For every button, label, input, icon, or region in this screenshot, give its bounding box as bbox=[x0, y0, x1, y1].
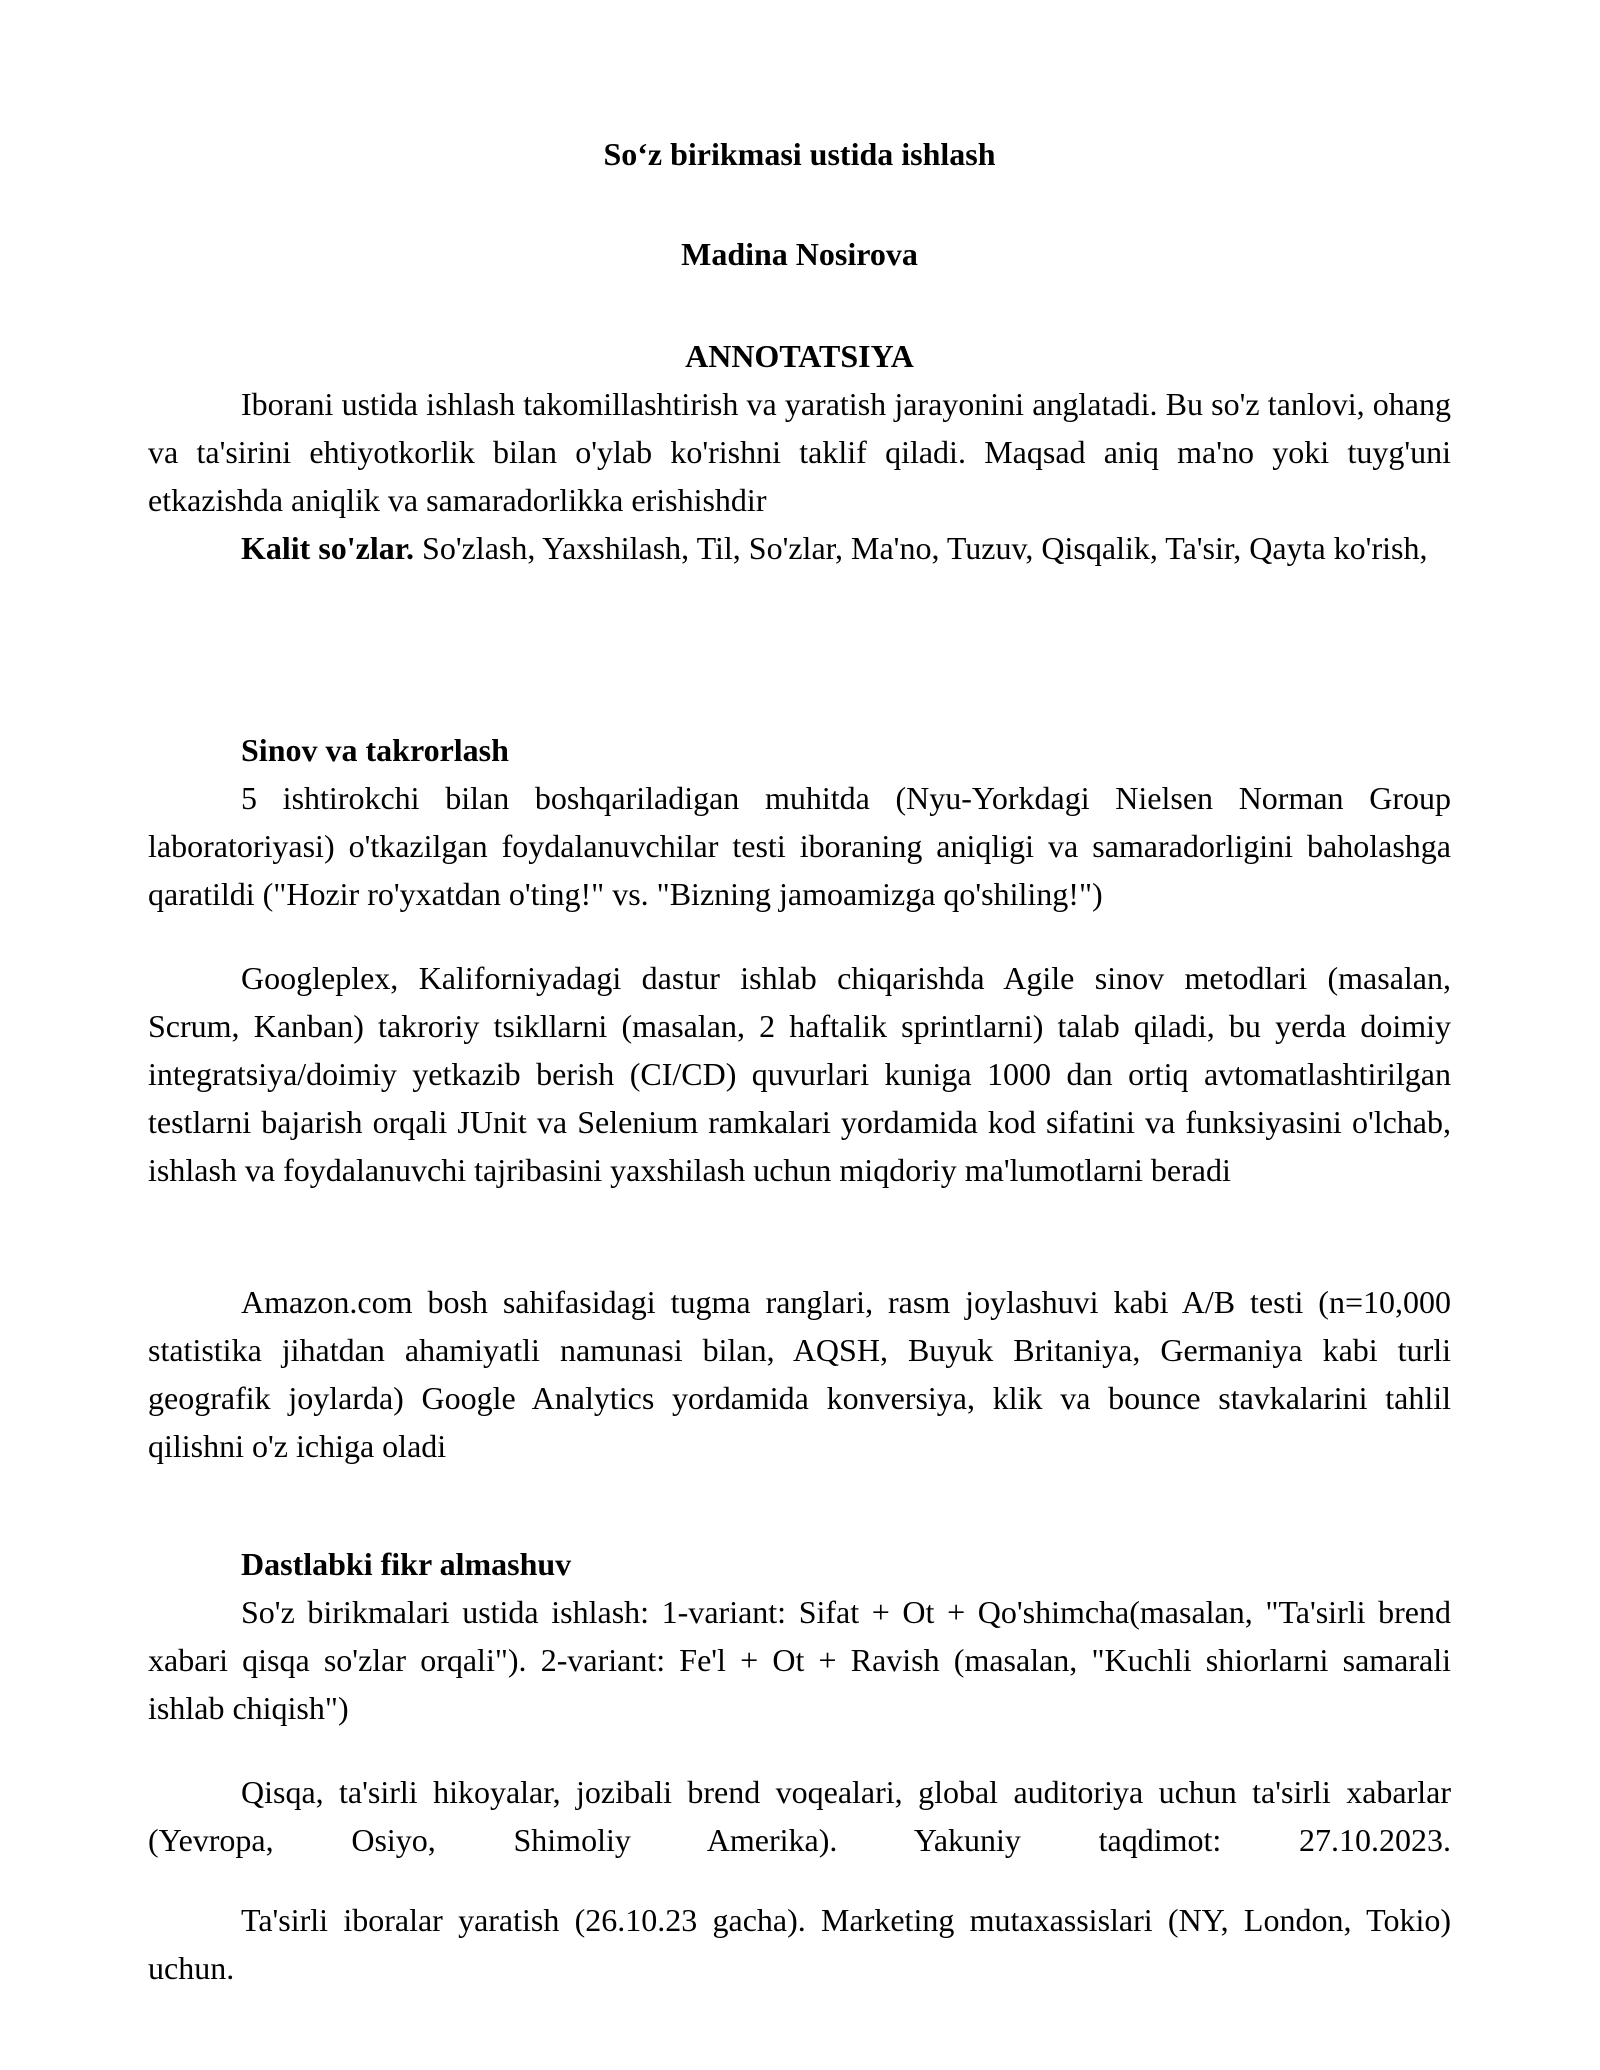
paragraph-stories bbox=[148, 1768, 1451, 1864]
keywords-paragraph bbox=[148, 524, 1451, 572]
paragraph: Qisqa, ta'sirli hikoyalar, jozibali brend voqealari, global auditoriya uchun ta'sirli xabarlar (Yevropa, Osiyo, Shimoliy Amerika). Yakuniy taqdimot: 27.10.2023. bbox=[148, 1774, 1451, 1858]
paragraph: Googleplex, Kaliforniyadagi dastur ishlab chiqarishda Agile sinov metodlari (masalan, Scrum, Kanban) takroriy tsikllarni (masalan, 2 haftalik sprintlarni) talab qiladi, bu yerda doimiy integratsiya/doimiy yetkazib berish (CI/CD) quvurlari kuniga 1000 dan ortiq avtomatlashtirilgan testlarni bajarish orqali JUnit va Selenium ramkalari yordamida kod sifatini va funksiyasini o'lchab, ishlash va foydalanuvchi tajribasini yaxshilash uchun miqdoriy ma'lumotlarni beradi bbox=[148, 960, 1451, 1188]
keywords-block bbox=[148, 524, 1451, 572]
section-heading: Dastlabki fikr almashuv bbox=[241, 1546, 572, 1582]
abstract-paragraph: Iborani ustida ishlash takomillashtirish va yaratish jarayonini anglatadi. Bu so'z tanlovi, ohang va ta'sirini ehtiyotkorlik bilan o'ylab ko'rishni taklif qiladi. Maqsad aniq ma'no yoki tuyg'uni etkazishda aniqlik va samaradorlikka erishishdir bbox=[148, 386, 1451, 518]
paragraph-agile bbox=[148, 954, 1451, 1194]
paragraph: So'z birikmalari ustida ishlash: 1-variant: Sifat + Ot + Qo'shimcha(masalan, "Ta'sirli brend xabari qisqa so'zlar orqali"). 2-variant: Fe'l + Ot + Ravish (masalan, "Kuchli shiorlarni samarali ishlab chiqish") bbox=[148, 1594, 1451, 1726]
paragraph-variants bbox=[148, 1588, 1451, 1732]
paragraph: 5 ishtirokchi bilan boshqariladigan muhitda (Nyu-Yorkdagi Nielsen Norman Group laboratoriyasi) o'tkazilgan foydalanuvchilar testi iboraning aniqligi va samaradorligini baholashga qaratildi ("Hozir ro'yxatdan o'ting!" vs. "Bizning jamoamizga qo'shiling!") bbox=[148, 780, 1451, 912]
document-title: So‘z birikmasi ustida ishlash bbox=[603, 136, 996, 172]
section-heading-brainstorm bbox=[148, 1540, 1451, 1588]
paragraph: Ta'sirli iboralar yaratish (26.10.23 gacha). Marketing mutaxassislari (NY, London, Tokio) uchun. bbox=[148, 1902, 1451, 1986]
paragraph-ab-testing bbox=[148, 1278, 1451, 1470]
keywords-text: So'zlash, Yaxshilash, Til, So'zlar, Ma'no, Tuzuv, Qisqalik, Ta'sir, Qayta ko'rish, bbox=[414, 530, 1428, 566]
paragraph-phrases bbox=[148, 1896, 1451, 1992]
section-heading-testing bbox=[148, 726, 1451, 774]
abstract-block bbox=[148, 380, 1451, 524]
annotation-heading: ANNOTATSIYA bbox=[685, 338, 914, 374]
author-name: Madina Nosirova bbox=[681, 236, 918, 272]
paragraph: Amazon.com bosh sahifasidagi tugma ranglari, rasm joylashuvi kabi A/B testi (n=10,000 statistika jihatdan ahamiyatli namunasi bilan, AQSH, Buyuk Britaniya, Germaniya kabi turli geografik joylarda) Google Analytics yordamida konversiya, klik va bounce stavkalarini tahlil qilishni o'z ichiga oladi bbox=[148, 1284, 1451, 1464]
keywords-label: Kalit so'zlar. bbox=[241, 530, 415, 566]
section-heading: Sinov va takrorlash bbox=[241, 732, 509, 768]
paragraph-user-testing bbox=[148, 774, 1451, 918]
